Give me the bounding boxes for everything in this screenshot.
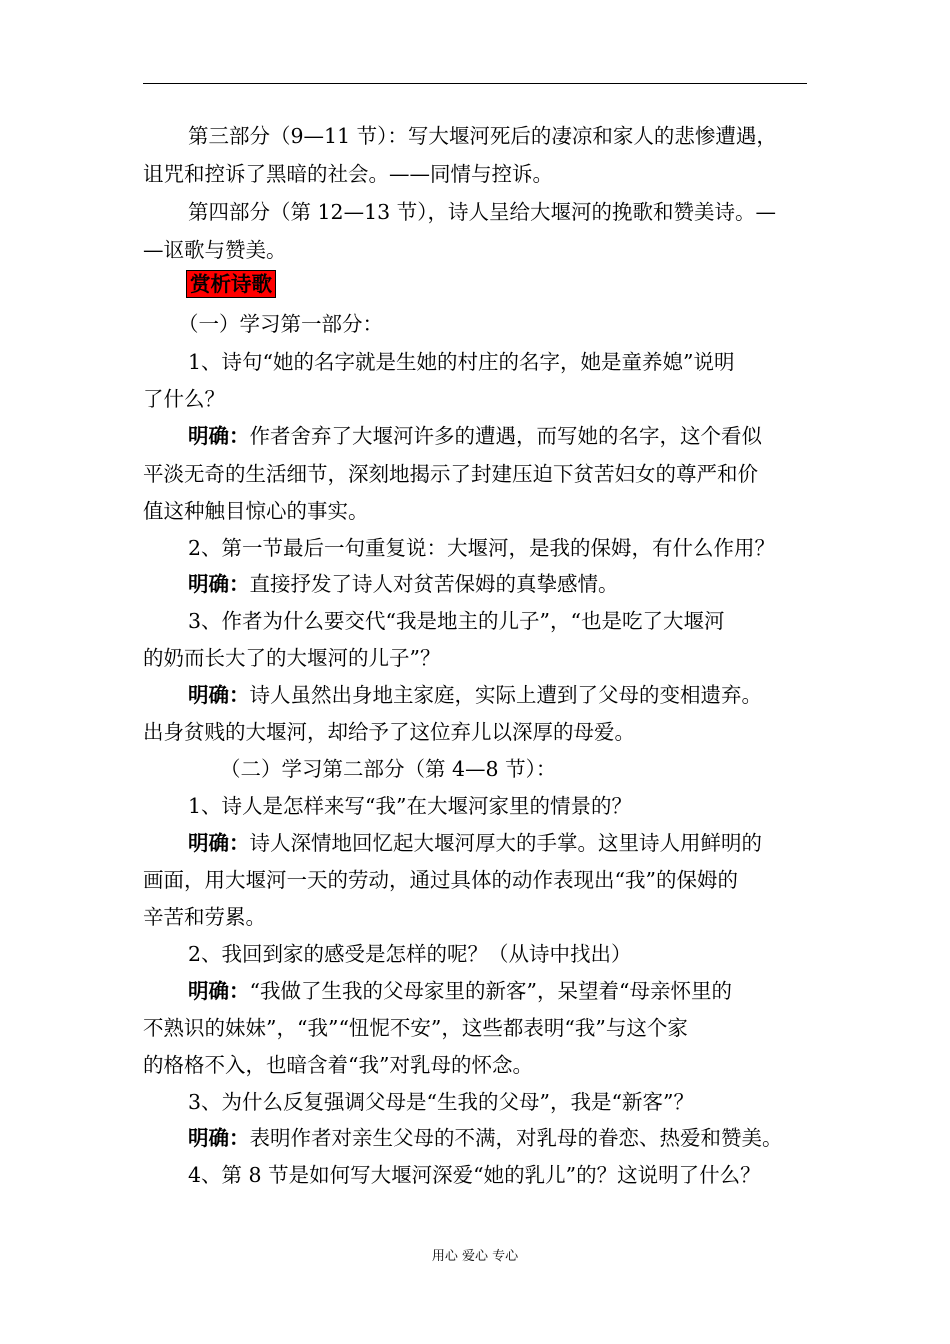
header-rule xyxy=(143,83,807,84)
answer-3 xyxy=(188,1124,868,1152)
question-1: 1、诗人是怎样来写“我”在大堰河家里的情景的？ xyxy=(188,794,633,818)
answer-1 xyxy=(188,422,868,450)
text-line: —讴歌与赞美。 xyxy=(143,238,287,262)
question-3-cont: 的奶而长大了的大堰河的儿子”？ xyxy=(143,646,441,670)
answer-2 xyxy=(188,977,868,1005)
text-line: 第四部分（第 12—13 节），诗人呈给大堰河的挽歌和赞美诗。— xyxy=(188,200,776,224)
answer-3-cont: 出身贫贱的大堰河，却给予了这位弃儿以深厚的母爱。 xyxy=(143,720,635,744)
question-2: 2、第一节最后一句重复说：大堰河，是我的保姆，有什么作用？ xyxy=(188,536,776,560)
question-1-cont: 了什么？ xyxy=(143,387,225,411)
answer-label: 明确： xyxy=(188,572,250,596)
section-heading: 赏析诗歌 xyxy=(186,270,276,298)
answer-1 xyxy=(188,829,868,857)
question-4: 4、第 8 节是如何写大堰河深爱“她的乳儿”的？这说明了什么？ xyxy=(188,1163,761,1187)
answer-text: 表明作者对亲生父母的不满，对乳母的眷恋、热爱和赞美。 xyxy=(249,1126,783,1150)
answer-text: 诗人虽然出身地主家庭，实际上遭到了父母的变相遗弃。 xyxy=(249,683,762,707)
answer-1-cont: 平淡无奇的生活细节，深刻地揭示了封建压迫下贫苦妇女的尊严和价 xyxy=(143,462,758,486)
answer-label: 明确： xyxy=(188,683,250,707)
answer-text: 直接抒发了诗人对贫苦保姆的真挚感情。 xyxy=(249,572,619,596)
question-1: 1、诗句“她的名字就是生她的村庄的名字，她是童养媳”说明 xyxy=(188,350,735,374)
answer-1-cont: 值这种触目惊心的事实。 xyxy=(143,499,369,523)
answer-1-cont: 辛苦和劳累。 xyxy=(143,905,266,929)
answer-2 xyxy=(188,570,868,598)
answer-label: 明确： xyxy=(188,831,250,855)
answer-label: 明确： xyxy=(188,979,250,1003)
question-3: 3、作者为什么要交代“我是地主的儿子”，“也是吃了大堰河 xyxy=(188,609,725,633)
answer-text: “我做了生我的父母家里的新客”，呆望着“母亲怀里的 xyxy=(249,979,732,1003)
question-3: 3、为什么反复强调父母是“生我的父母”，我是“新客”？ xyxy=(188,1090,694,1114)
answer-1-cont: 画面，用大堰河一天的劳动，通过具体的动作表现出“我”的保姆的 xyxy=(143,868,738,892)
answer-text: 作者舍弃了大堰河许多的遭遇，而写她的名字，这个看似 xyxy=(249,424,762,448)
part2-title: （二）学习第二部分（第 4—8 节）： xyxy=(220,757,557,781)
page-footer: 用心 爱心 专心 xyxy=(431,1249,519,1264)
answer-2-cont: 不熟识的妹妹”，“我”“忸怩不安”，这些都表明“我”与这个家 xyxy=(143,1016,688,1040)
answer-label: 明确： xyxy=(188,1126,250,1150)
text-line: 第三部分（9—11 节）：写大堰河死后的凄凉和家人的悲惨遭遇， xyxy=(188,124,777,148)
answer-3 xyxy=(188,681,868,709)
answer-label: 明确： xyxy=(188,424,250,448)
part1-title: （一）学习第一部分： xyxy=(178,312,383,336)
answer-text: 诗人深情地回忆起大堰河厚大的手掌。这里诗人用鲜明的 xyxy=(249,831,762,855)
question-2: 2、我回到家的感受是怎样的呢？（从诗中找出） xyxy=(188,942,632,966)
text-line: 诅咒和控诉了黑暗的社会。——同情与控诉。 xyxy=(143,162,553,186)
answer-2-cont: 的格格不入，也暗含着“我”对乳母的怀念。 xyxy=(143,1053,533,1077)
